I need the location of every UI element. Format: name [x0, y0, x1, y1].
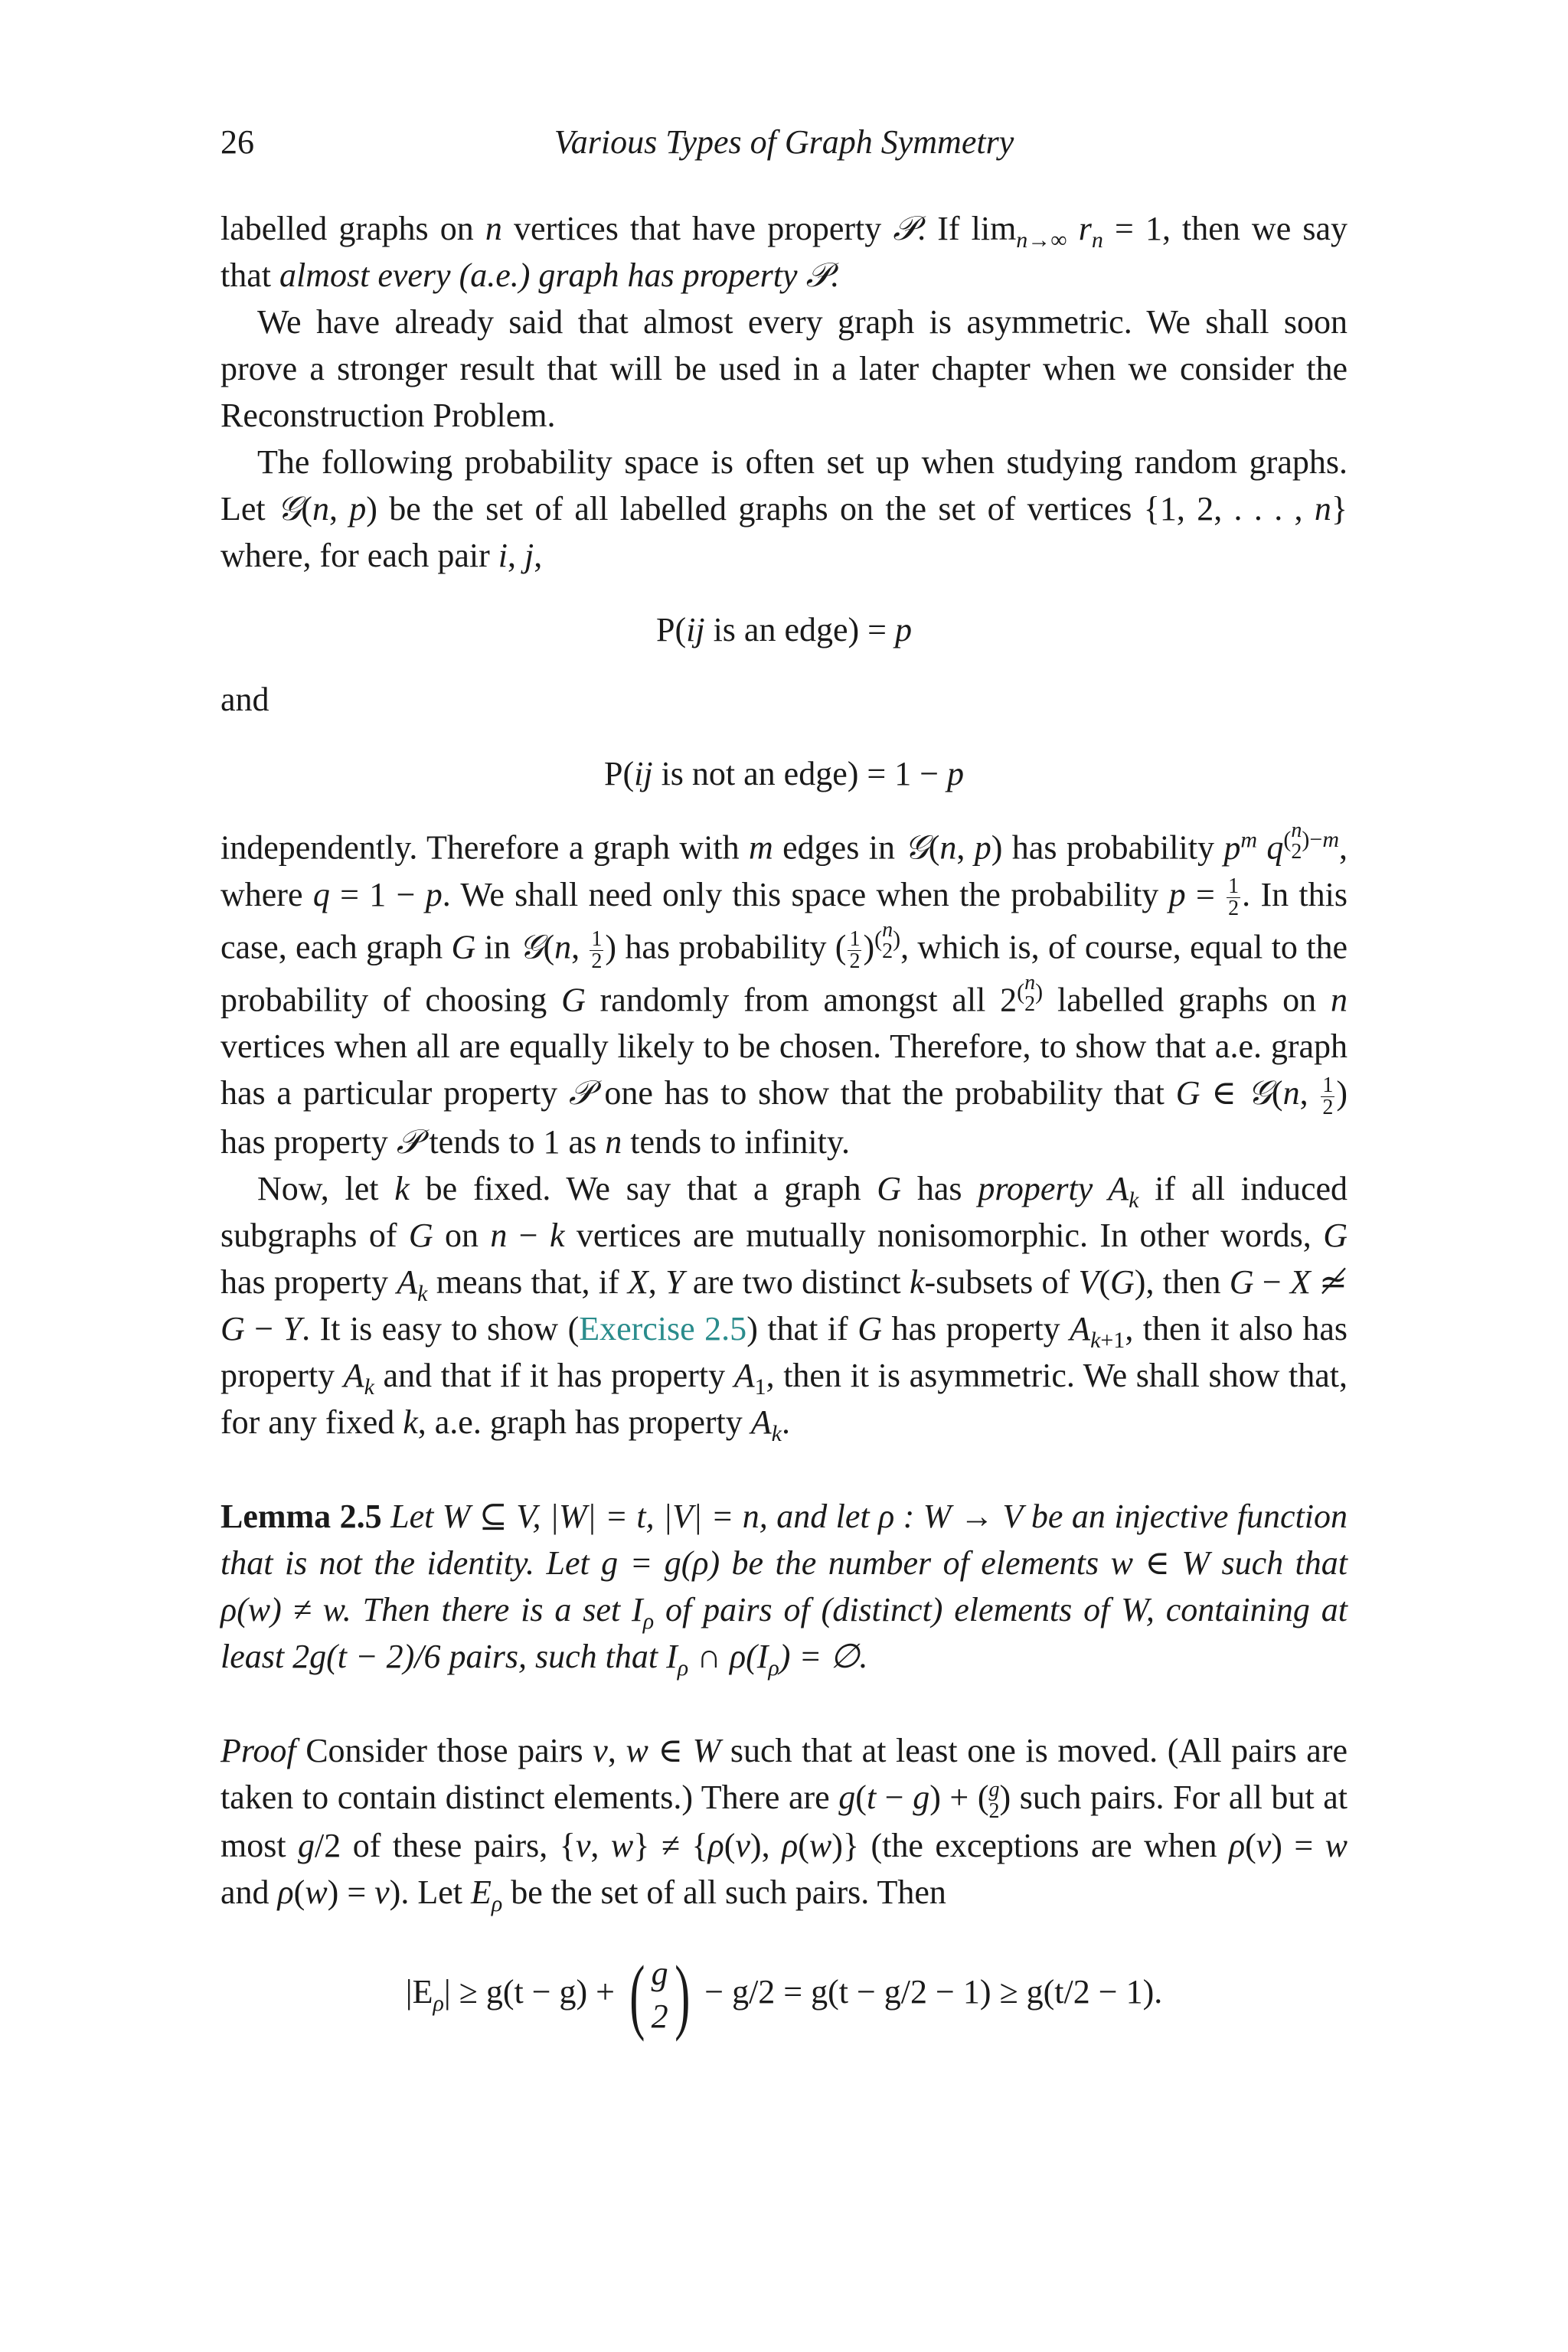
page-header: [220, 122, 1348, 168]
page-body: [220, 205, 1348, 2042]
proof-label: Proof: [220, 1731, 296, 1769]
connector-and: and: [220, 681, 270, 718]
proof: Proof Consider those pairs v, w ∈ W such that at least one is moved. (All pairs are taken to contain distinct elements.) There are g(t − g) + (g 2) such pairs. For all but at most g/2 of these pairs, {v, w} ≠ {ρ(v), ρ(w)} (the exceptions are when ρ(v) = w and ρ(w) = v). Let $E_\rho$ be the set of all such pairs. Then: [220, 1731, 1348, 1916]
equation-bound: $|E_\rho| \ge g(t - g)$ + ( g 2 ) − g/2 = g(t − g/2 − 1) ≥ g(t/2 − 1).: [405, 1948, 1163, 2042]
paragraph-2: We have already said that almost every graph is asymmetric. We shall soon prove a stronger result that will be used in a later chapter when we consider the Reconstruction Problem.: [220, 303, 1348, 434]
equation-edge-probability: P(ij is an edge) = p: [656, 611, 912, 648]
lemma-2-5: Lemma 2.5 Let W ⊆ V, |W| = t, |V| = n, and let ρ : W → V be an injective function that is not the identity. Let g = g(ρ) be the number of elements w ∈ W such that ρ(w) ≠ w. Then there is a set $I_\rho$ of pairs of (distinct) elements of W, containing at least 2g(t − 2)/6 pairs, such that $I_\rho$ ∩ $\rho(I_\rho)$ = ∅.: [220, 1497, 1348, 1681]
running-title: Various Types of Graph Symmetry: [554, 123, 1014, 161]
paragraph-3: The following probability space is often set up when studying random graphs. Let 𝒢(n, p) be the set of all labelled graphs on the set of vertices {1, 2, . . . , n} where, for each pair i, j,: [220, 443, 1348, 574]
paragraph-1: labelled graphs on n vertices that have property 𝒫. If $\lim_{n\to\infty} r_n = 1$, then we say that almost every (a.e.) graph has property 𝒫.: [220, 209, 1348, 295]
equation-nonedge-probability: P(ij is not an edge) = 1 − p: [603, 755, 965, 792]
paragraph-5: Now, let k be fixed. We say that a graph G has property $A_k$ if all induced subgraphs of G on n − k vertices are mutually nonisomorphic. In other words, G has property $A_k$ means that, if X, Y are two distinct k-subsets of V(G), then G − X ≄ G − Y. It is easy to show (Exercise 2.5) that if G has property $A_{k+1}$, then it also has property $A_k$ and that if it has property $A_1$, then it is asymmetric. We shall show that, for any fixed k, a.e. graph has property $A_k$.: [220, 1169, 1348, 1446]
page-number: 26: [220, 123, 254, 161]
exercise-link[interactable]: Exercise 2.5: [579, 1309, 747, 1348]
paragraph-4: independently. Therefore a graph with m edges in 𝒢(n, p) has probability $p^m$ $q^{(n 2)-m}$, where q = 1 − p. We shall need only this space when the probability p = $\frac{1}{2}$ . In this case, each graph G in 𝒢(n, $\frac{1}{2}$ ) has probability ( $\frac{1}{2}$ )$^{(n 2)}$, which is, of course, equal to the probability of choosing G randomly from amongst all $2^{(n 2)}$ labelled graphs on n vertices when all are equally likely to be chosen. Therefore, to show that a.e. graph has a particular property 𝒫 one has to show that the probability that G ∈ 𝒢(n, $\frac{1}{2}$ ) has property 𝒫 tends to 1 as n tends to infinity.: [220, 818, 1348, 1161]
lemma-label: Lemma 2.5: [220, 1497, 382, 1535]
